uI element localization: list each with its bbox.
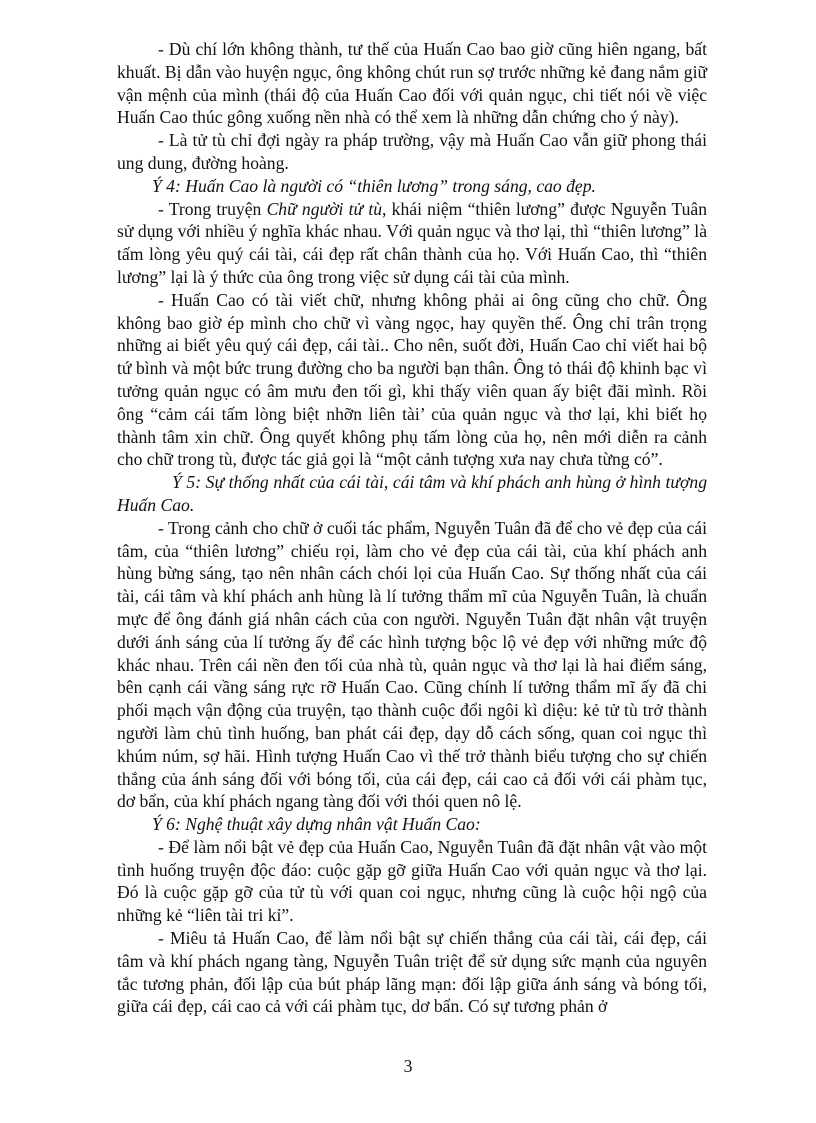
paragraph-thien-luong xyxy=(117,198,707,289)
paragraph-calligraphy: - Huấn Cao có tài viết chữ, nhưng không phải ai ông cũng cho chữ. Ông không bao giờ ép mình cho chữ vì vàng ngọc, hay quyền thế. Ông chỉ trân trọng những ai biết yêu quý cái đẹp, cái tài.. Cho nên, suốt đời, Huấn Cao chỉ viết hai bộ tứ bình và một bức trung đường cho ba người bạn thân. Ông tỏ thái độ khinh bạc vì tưởng quản ngục có âm mưu đen tối gì, khi thấy viên quan ấy biệt đãi mình. Rồi ông “cảm cái tấm lòng biệt nhỡn liên tài’ của quản ngục và thơ lại, khi biết họ thành tâm xin chữ. Ông quyết không phụ tấm lòng của họ, nên mới diễn ra cảnh cho chữ trong tù, được tác giả gọi là “một cảnh tượng xưa nay chưa từng có”. xyxy=(117,289,707,470)
section-heading-4: Ý 4: Huấn Cao là người có “thiên lương” trong sáng, cao đẹp. xyxy=(152,175,596,196)
heading-rest: : Sự thống nhất của cái tài, cái tâm và khí phách anh hùng ở hình tượng Huấn Cao. xyxy=(117,472,707,515)
paragraph-text-post: , khái niệm “thiên lương” được Nguyễn Tuân sử dụng với nhiều ý nghĩa khác nhau. Với quản ngục và thơ lại, thì “thiên lương” là tấm lòng yêu quý cái tài, cái đẹp rất chân thành của họ. Với Huấn Cao, thì “thiên lương” lại là ý thức của ông trong việc sử dụng cái tài của mình. xyxy=(117,198,707,287)
paragraph-contrast: - Miêu tả Huấn Cao, để làm nổi bật sự chiến thắng của cái tài, cái đẹp, cái tâm và khí phách ngang tàng, Nguyễn Tuân triệt để sử dụng sức mạnh của nguyên tắc tương phản, đối lập của bút pháp lãng mạn: đối lập giữa ánh sáng và bóng tối, giữa cái đẹp, cái cao cả với cái phàm tục, dơ bẩn. Có sự tương phản ở xyxy=(117,928,707,1017)
paragraph-text-pre: - Trong truyện xyxy=(158,198,267,219)
heading-lead: Ý 5 xyxy=(172,472,196,493)
page-number: 3 xyxy=(403,1056,413,1076)
paragraph-situation: - Để làm nổi bật vẻ đẹp của Huấn Cao, Nguyễn Tuân đã đặt nhân vật vào một tình huống truyện độc đáo: cuộc gặp gỡ giữa Huấn Cao với quản ngục và thơ lại. Đó là cuộc gặp gỡ của tử tù với quan coi ngục, nhưng cũng là cuộc hội ngộ của những kẻ “liên tài tri kỉ”. xyxy=(117,836,707,926)
paragraph-unity: - Trong cảnh cho chữ ở cuối tác phẩm, Nguyễn Tuân đã để cho vẻ đẹp của cái tâm, của “thiên lương” chiếu rọi, làm cho vẻ đẹp của cái tài, của khí phách anh hùng bừng sáng, tạo nên nhân cách chói lọi của Huấn Cao. Sự thống nhất của cái tài, cái tâm và khí phách anh hùng là lí tưởng thẩm mĩ của Nguyễn Tuân, là chuẩn mực để ông đánh giá nhân cách của con người. Nguyễn Tuân đặt nhân vật truyện dưới ánh sáng của lí tưởng ấy để các hình tượng bộc lộ vẻ đẹp với những mức độ khác nhau. Trên cái nền đen tối của nhà tù, quản ngục và thơ lại là hai điểm sáng, bên cạnh cái vầng sáng rực rỡ Huấn Cao. Cũng chính lí tưởng thẩm mĩ ấy đã chi phối mạch vận động của truyện, tạo thành cuộc đổi ngôi kì diệu: kẻ tử tù trở thành người làm chủ tình huống, ban phát cái đẹp, dạy dỗ cách sống, quan coi ngục thì khúm núm, sợ hãi. Hình tượng Huấn Cao vì thế trở thành biểu tượng cho sự chiến thắng của ánh sáng đối với bóng tối, của cái đẹp, cái cao cả đối với cái phàm tục, dơ bẩn, của khí phách ngang tàng đối với thói quen nô lệ. xyxy=(117,517,707,812)
work-title: Chữ người tử tù xyxy=(266,198,383,219)
section-heading-5 xyxy=(117,471,707,517)
paragraph-composure: - Là tử tù chỉ đợi ngày ra pháp trường, vậy mà Huấn Cao vẫn giữ phong thái ung dung, đường hoàng. xyxy=(117,130,707,173)
section-heading-6: Ý 6: Nghệ thuật xây dựng nhân vật Huấn Cao: xyxy=(152,814,481,835)
document-body xyxy=(117,38,707,1018)
paragraph-bold-posture: - Dù chí lớn không thành, tư thế của Huấn Cao bao giờ cũng hiên ngang, bất khuất. Bị dẫn vào huyện ngục, ông không chút run sợ trước những kẻ đang nắm giữ vận mệnh của mình (thái độ của Huấn Cao đối với quản ngục, chi tiết nói về việc Huấn Cao thúc gông xuống nền nhà có thể xem là những dẫn chứng cho ý này). xyxy=(117,39,707,128)
